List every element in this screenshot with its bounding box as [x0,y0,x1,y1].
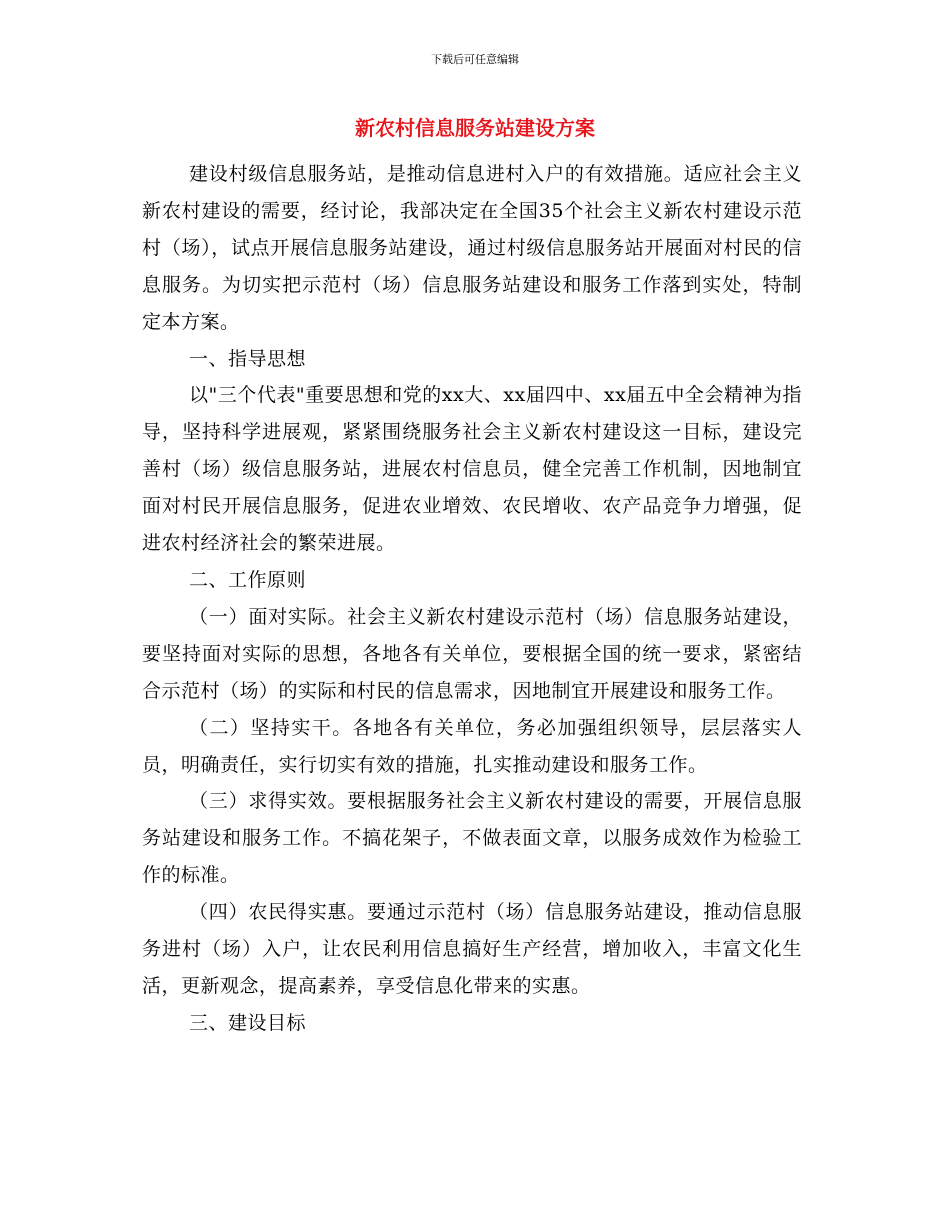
section-heading-work-principles: 二、工作原则 [189,568,307,591]
document-title: 新农村信息服务站建设方案 [355,116,595,140]
paragraph-principle-2: （二）坚持实干。各地各有关单位，务必加强组织领导，层层落实人员，明确责任，实行切实有效的措施，扎实推动建设和服务工作。 [142,716,802,776]
page-header-note: 下载后可任意编辑 [431,53,519,66]
section-heading-guiding-ideology: 一、指导思想 [189,347,307,370]
paragraph-intro: 建设村级信息服务站，是推动信息进村入户的有效措施。适应社会主义新农村建设的需要，经讨论，我部决定在全国35个社会主义新农村建设示范村（场），试点开展信息服务站建设，通过村级信息服务站开展面对村民的信息服务。为切实把示范村（场）信息服务站建设和服务工作落到实处，特制定本方案。 [142,163,802,333]
paragraph-principle-3: （三）求得实效。要根据服务社会主义新农村建设的需要，开展信息服务站建设和服务工作。不搞花架子，不做表面文章，以服务成效作为检验工作的标准。 [142,790,802,887]
paragraph-guiding-ideology: 以"三个代表"重要思想和党的xx大、xx届四中、xx届五中全会精神为指导，坚持科学进展观，紧紧围绕服务社会主义新农村建设这一目标，建设完善村（场）级信息服务站，进展农村信息员，健全完善工作机制，因地制宜面对村民开展信息服务，促进农业增效、农民增收、农产品竞争力增强，促进农村经济社会的繁荣进展。 [142,384,802,555]
document-body [142,156,802,1042]
paragraph-principle-4: （四）农民得实惠。要通过示范村（场）信息服务站建设，推动信息服务进村（场）入户，让农民利用信息搞好生产经营，增加收入，丰富文化生活，更新观念，提高素养，享受信息化带来的实惠。 [142,901,802,997]
section-heading-construction-goals: 三、建设目标 [189,1011,307,1034]
paragraph-principle-1: （一）面对实际。社会主义新农村建设示范村（场）信息服务站建设，要坚持面对实际的思想，各地各有关单位，要根据全国的统一要求，紧密结合示范村（场）的实际和村民的信息需求，因地制宜开展建设和服务工作。 [142,605,802,702]
